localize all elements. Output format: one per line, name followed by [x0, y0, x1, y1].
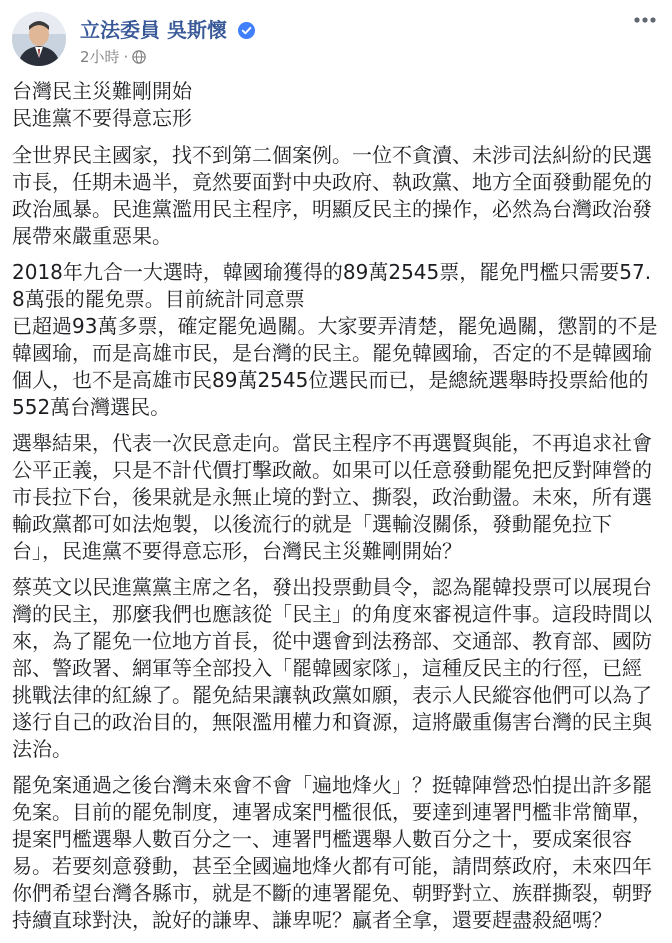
post-timestamp[interactable]: 2小時	[80, 48, 120, 66]
post-paragraph: 2018年九合一大選時，韓國瑜獲得的89萬2545票，罷免門檻只需要57.8萬張的罷免票。目前統計同意票 已超過93萬多票，確定罷免過關。大家要弄清楚，罷免過關，懲罰的不是韓國瑜，而是高雄市民，是台灣的民主。罷免韓國瑜，否定的不是韓國瑜個人，也不是高雄市民89萬2545位選民而已，是總統選舉時投票給他的552萬台灣選民。	[12, 260, 658, 419]
globe-icon[interactable]	[132, 48, 146, 66]
author-name[interactable]	[80, 14, 255, 44]
post-headline	[12, 78, 660, 132]
headline-line: 台灣民主災難剛開始	[12, 79, 192, 103]
post-paragraph: 蔡英文以民進黨黨主席之名，發出投票動員令，認為罷韓投票可以展現台灣的民主，那麼我們也應該從「民主」的角度來審視這件事。這段時間以來，為了罷免一位地方首長，從中選會到法務部、交通部、教育部、國防部、警政署、網軍等全部投入「罷韓國家隊」，這種反民主的行徑，已經挑戰法律的紅線了。罷免結果讓執政黨如願，表示人民縱容他們可以為了遂行自己的政治目的，無限濫用權力和資源，這將嚴重傷害台灣的民主與法治。	[12, 575, 652, 761]
post-paragraph: 選舉結果，代表一次民意走向。當民主程序不再選賢與能，不再追求社會公平正義，只是不計代價打擊政敵。如果可以任意發動罷免把反對陣營的市長拉下台，後果就是永無止境的對立、撕裂，政治動盪。未來，所有選輸政黨都可如法炮製，以後流行的就是「選輸沒關係，發動罷免拉下台」，民進黨不要得意忘形，台灣民主災難剛開始？	[12, 431, 652, 563]
verified-badge-icon	[238, 20, 255, 44]
avatar-image	[12, 12, 66, 66]
more-options-icon[interactable]	[630, 10, 660, 30]
avatar[interactable]	[12, 12, 66, 66]
post-paragraph: 全世界民主國家，找不到第二個案例。一位不貪瀆、未涉司法糾紛的民選市長，任期未過半，竟然要面對中央政府、執政黨、地方全面發動罷免的政治風暴。民進黨濫用民主程序，明顯反民主的操作，必然為台灣政治發展帶來嚴重惡果。	[12, 143, 652, 248]
meta-separator: ·	[123, 48, 129, 66]
post-meta	[80, 46, 146, 67]
post-paragraph: 罷免案通過之後台灣未來會不會「遍地烽火」？挺韓陣營恐怕提出許多罷免案。目前的罷免制度，連署成案門檻很低，要達到連署門檻非常簡單，提案門檻選舉人數百分之一、連署門檻選舉人數百分之十，要成案很容易。若要刻意發動，甚至全國遍地烽火都有可能，請問蔡政府，未來四年你們希望台灣各縣市，就是不斷的連署罷免、朝野對立、族群撕裂，朝野持續直球對決，說好的謙卑、謙卑呢？贏者全拿，還要趕盡殺絕嗎？	[12, 773, 652, 932]
author-name-text[interactable]: 立法委員 吳斯懷	[80, 18, 227, 42]
headline-line: 民進黨不要得意忘形	[12, 106, 192, 130]
post-body	[12, 78, 660, 943]
post-header	[12, 8, 660, 66]
